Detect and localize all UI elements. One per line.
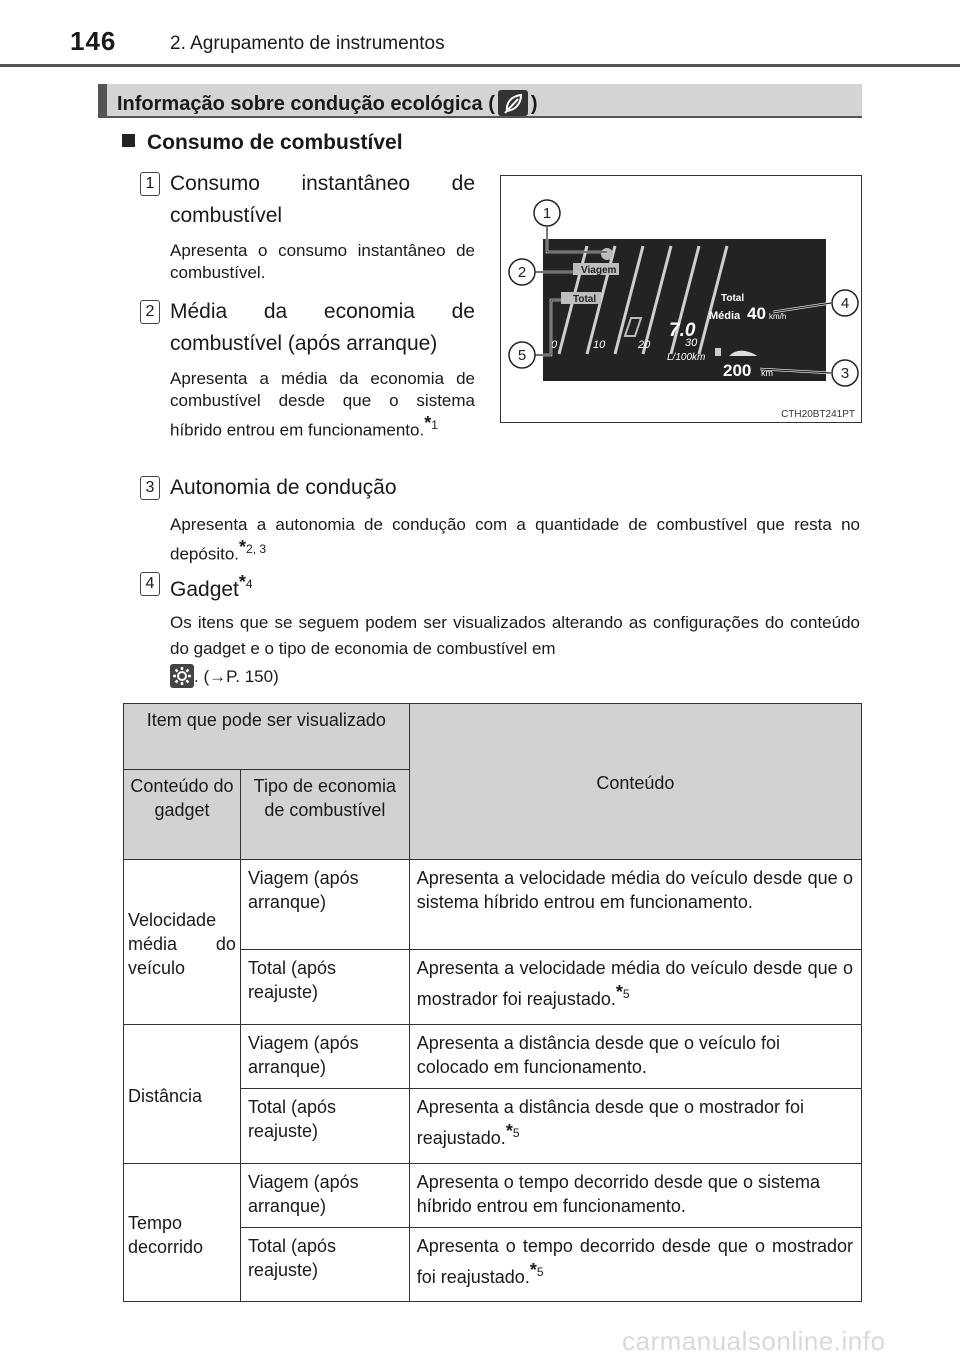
header-rule	[0, 64, 960, 67]
item-description-text: Apresenta a média da economia de combustível desde que o sistema híbrido entrou em funcionamento.	[170, 369, 475, 440]
header-content: Conteúdo	[409, 704, 861, 860]
unit-label: L/100km	[667, 352, 706, 363]
speed-value: 40	[747, 304, 766, 323]
item-description	[170, 610, 860, 662]
footnote-ref: 4	[245, 577, 253, 591]
table-row	[124, 1164, 862, 1228]
group-cell: Tempo decorrido	[124, 1164, 241, 1302]
content-cell: Apresenta a velocidade média do veículo desde que o mostrador foi reajustado.$^{*5}$	[409, 950, 861, 1025]
item-title: Média da economia de combustível (após arranque)	[170, 300, 475, 355]
gadget-total-label: Total	[721, 293, 745, 304]
item-number-badge: 2	[140, 300, 160, 324]
type-cell: Viagem (após arranque)	[240, 1025, 409, 1089]
cluster-display-svg	[501, 176, 860, 421]
footnote-ref: 5	[536, 1265, 544, 1279]
header-gadget: Conteúdo do gadget	[124, 770, 241, 860]
content-text: Apresenta a distância desde que o mostrador foi reajustado.	[416, 1097, 804, 1148]
page-number: 146	[70, 26, 117, 56]
callout-number: 5	[517, 347, 527, 364]
content-cell: Apresenta a distância desde que o mostrador foi reajustado.$^{*5}$	[409, 1089, 861, 1164]
item-description: Apresenta o consumo instantâneo de combustível.	[170, 241, 475, 282]
table-row	[124, 1025, 862, 1089]
section-title-start: Informação sobre condução ecológica (	[117, 93, 495, 115]
figure-caption: CTH20BT241PT	[781, 409, 855, 420]
consumption-value: 7.0	[669, 320, 696, 341]
callout-number: 1	[542, 205, 552, 222]
section-title	[117, 90, 538, 116]
item-description-text: Apresenta a autonomia de condução com a quantidade de combustível que resta no depósito.	[170, 515, 860, 564]
item-description-text: Os itens que se seguem podem ser visualizados alterando as configurações do conteúdo do gadget e o tipo de economia de combustível em	[170, 613, 860, 658]
type-cell: Viagem (após arranque)	[240, 860, 409, 950]
content-cell: Apresenta a distância desde que o veículo foi colocado em funcionamento.	[409, 1025, 861, 1089]
type-cell: Total (após reajuste)	[240, 950, 409, 1025]
eco-leaf-icon	[498, 90, 528, 116]
fuel-gauge-icon	[715, 348, 721, 356]
type-cell: Total (após reajuste)	[240, 1228, 409, 1302]
header-type: Tipo de economia de combustível	[240, 770, 409, 860]
type-cell: Viagem (após arranque)	[240, 1164, 409, 1228]
item-title: Gadget$^{*4}$	[170, 572, 253, 601]
content-text: Apresenta o tempo decorrido desde que o mostrador foi reajustado.	[416, 1236, 853, 1287]
content-cell: Apresenta o tempo decorrido desde que o mostrador foi reajustado.$^{*5}$	[409, 1228, 861, 1302]
gadget-table	[123, 703, 862, 1302]
item-title: Autonomia de condução	[170, 476, 397, 499]
table-row	[124, 860, 862, 950]
item-title-text: Gadget	[170, 578, 239, 601]
subsection-title: Consumo de combustível	[147, 131, 403, 154]
group-cell: Velocidade média do veículo	[124, 860, 241, 1025]
square-bullet-icon	[122, 134, 135, 147]
trip-label: Viagem	[581, 265, 617, 276]
footnote-ref: 5	[512, 1126, 520, 1140]
gadget-media-label: Média	[709, 310, 741, 322]
item-number-badge: 1	[140, 172, 160, 196]
speed-unit: km/h	[769, 312, 787, 321]
content-cell: Apresenta a velocidade média do veículo desde que o sistema híbrido entrou em funcionamento.	[409, 860, 861, 950]
type-cell: Total (após reajuste)	[240, 1089, 409, 1164]
item-number-badge: 4	[140, 572, 160, 596]
range-value: 200	[723, 361, 752, 380]
scale-label: 20	[638, 339, 651, 351]
item-description: Apresenta a média da economia de combustível desde que o sistema híbrido entrou em funcionamento.$^{*1}$	[170, 369, 475, 440]
item-description: Apresenta a autonomia de condução com a quantidade de combustível que resta no depósito.$^{*2, 3}$	[170, 515, 860, 564]
footnote-ref: 1	[431, 418, 438, 432]
scale-label: 30	[685, 337, 698, 349]
callout-number: 2	[517, 264, 527, 281]
total-bar-label: Total	[573, 294, 597, 305]
instant-marker	[601, 248, 613, 260]
footnote-ref: 5	[622, 987, 630, 1001]
range-unit: km	[761, 368, 773, 378]
scale-label: 10	[593, 339, 606, 351]
content-cell: Apresenta o tempo decorrido desde que o sistema híbrido entrou em funcionamento.	[409, 1164, 861, 1228]
footnote-ref: 2, 3	[246, 542, 267, 556]
item-description-end	[170, 664, 279, 688]
chapter-title: 2. Agrupamento de instrumentos	[170, 33, 445, 54]
item-title: Consumo instantâneo de combustível	[170, 172, 475, 227]
watermark: carmanualsonline.info	[622, 1326, 886, 1356]
subsection-heading	[122, 131, 403, 155]
section-band	[98, 84, 862, 118]
callout-number: 3	[840, 365, 850, 382]
settings-icon	[170, 664, 194, 688]
section-title-end: )	[530, 93, 538, 115]
group-cell: Distância	[124, 1025, 241, 1164]
callout-number: 4	[840, 295, 850, 312]
page-reference: . (→P. 150)	[194, 667, 279, 686]
header-item: Item que pode ser visualizado	[124, 704, 410, 770]
scale-label: 0	[551, 339, 558, 351]
instrument-figure	[500, 175, 862, 423]
content-text: Apresenta a velocidade média do veículo desde que o mostrador foi reajustado.	[416, 958, 853, 1009]
item-number-badge: 3	[140, 476, 160, 500]
